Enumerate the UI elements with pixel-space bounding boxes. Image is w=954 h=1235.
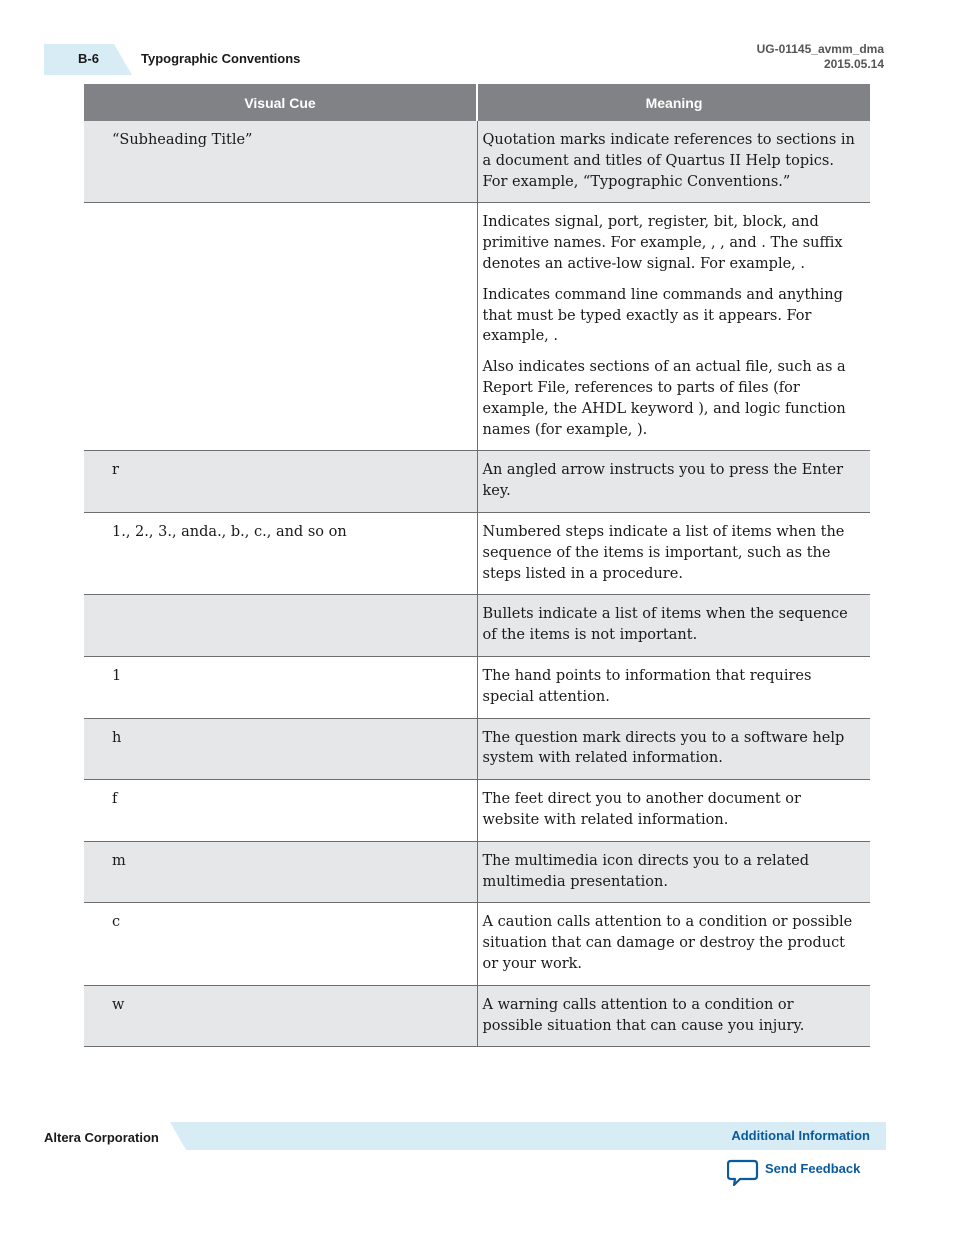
visual-cue-cell: “Subheading Title” (84, 121, 477, 203)
speech-bubble-icon (727, 1159, 759, 1187)
visual-cue-cell: f (84, 780, 477, 842)
visual-cue-cell: 1., 2., 3., anda., b., c., and so on (84, 512, 477, 594)
meaning-cell (477, 595, 870, 657)
meaning-text: The question mark directs you to a software help system with related information. (482, 729, 845, 767)
visual-cue-cell (84, 203, 477, 451)
meaning-text: The multimedia icon directs you to a related multimedia presentation. (482, 852, 810, 890)
meaning-cell (477, 203, 870, 451)
column-header-meaning: Meaning (477, 84, 870, 121)
doc-id: UG-01145_avmm_dma (756, 42, 884, 56)
meaning-cell (477, 903, 870, 985)
meaning-cell (477, 841, 870, 903)
company-name: Altera Corporation (44, 1130, 159, 1145)
meaning-cell (477, 780, 870, 842)
table-row (84, 780, 870, 842)
doc-date: 2015.05.14 (823, 57, 884, 71)
table-row (84, 903, 870, 985)
table-row (84, 595, 870, 657)
visual-cue-cell: m (84, 841, 477, 903)
meaning-cell (477, 985, 870, 1047)
additional-information-link[interactable]: Additional Information (731, 1128, 870, 1143)
doc-id-block (757, 42, 884, 72)
table-row (84, 203, 870, 451)
table-row (84, 656, 870, 718)
visual-cue-cell (84, 595, 477, 657)
meaning-text: Indicates command line commands and anything that must be typed exactly as it appears. For example, . (482, 286, 843, 345)
meaning-cell (477, 512, 870, 594)
visual-cue-cell: h (84, 718, 477, 780)
meaning-text: Quotation marks indicate references to sections in a document and titles of Quartus II Help topics. For example, “Typographic Conventions.” (482, 132, 855, 190)
meaning-text: Indicates signal, port, register, bit, block, and primitive names. For example, , , and . The suffix denotes an active-low signal. For example, . (482, 214, 843, 272)
visual-cue-cell: 1 (84, 656, 477, 718)
visual-cue-cell: w (84, 985, 477, 1047)
meaning-text: The feet direct you to another document or website with related information. (482, 791, 801, 828)
meaning-text: Bullets indicate a list of items when the sequence of the items is not important. (482, 606, 848, 644)
typographic-conventions-table (84, 84, 870, 1047)
visual-cue-cell: r (84, 451, 477, 513)
meaning-text: A caution calls attention to a condition or possible situation that can damage or destroy the product or your work. (482, 914, 853, 972)
send-feedback-label: Send Feedback (765, 1161, 861, 1176)
meaning-cell (477, 121, 870, 203)
meaning-cell (477, 451, 870, 513)
meaning-text: A warning calls attention to a condition or possible situation that can cause you injury. (482, 996, 805, 1034)
table-row (84, 451, 870, 513)
meaning-text: An angled arrow instructs you to press the Enter key. (482, 462, 844, 500)
table-row (84, 985, 870, 1047)
meaning-cell (477, 656, 870, 718)
meaning-text: The hand points to information that requires special attention. (482, 667, 812, 705)
table-row (84, 121, 870, 203)
meaning-text: Also indicates sections of an actual file, such as a Report File, references to parts of files (for example, the AHDL keyword ), and logic function names (for example, ). (482, 359, 846, 438)
send-feedback-button[interactable] (727, 1159, 860, 1189)
visual-cue-cell: c (84, 903, 477, 985)
table-row (84, 512, 870, 594)
meaning-text: Numbered steps indicate a list of items when the sequence of the items is important, such as the steps listed in a procedure. (482, 523, 845, 582)
column-header-visual-cue: Visual Cue (84, 84, 477, 121)
page-number: B-6 (78, 51, 99, 66)
table-row (84, 841, 870, 903)
table-row (84, 718, 870, 780)
meaning-cell (477, 718, 870, 780)
table-header-row (84, 84, 870, 121)
section-title: Typographic Conventions (141, 51, 301, 66)
